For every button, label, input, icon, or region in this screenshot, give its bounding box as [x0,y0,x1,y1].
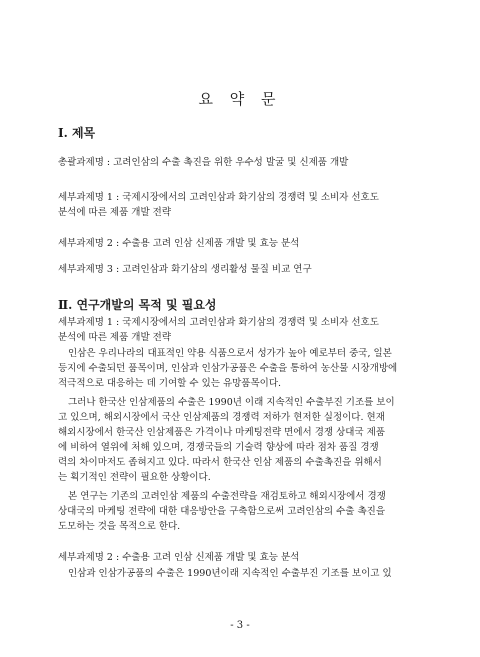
text-line: 에 비하여 열위에 처해 있으며, 경쟁국들의 기술력 향상에 따라 점차 품질 경쟁 [58,442,379,453]
text-line: 는 획기적인 전략이 필요한 상황이다. [58,472,211,483]
project-name-sub3 [58,262,430,277]
section-heading-title: Ⅰ. 제목 [58,126,96,140]
text-line: 분석에 따른 제품 개발 전략 [58,332,172,343]
text-line: 등지에 수출되던 품목이며, 인삼과 인삼가공품은 수출을 통하여 농산물 시장개방에 [58,363,398,374]
text-line: 세부과제명 3 : 고려인삼과 화기삼의 생리활성 물질 비교 연구 [58,264,312,275]
section-heading-purpose: Ⅱ. 연구개발의 목적 및 필요성 [58,298,217,312]
text-line: 고 있으며, 해외시장에서 국산 인삼제품의 경쟁력 저하가 현저한 실정이다. 현재 [58,412,385,423]
text-line: 분석에 따른 제품 개발 전략 [58,207,172,218]
subproject-1-heading [58,315,430,345]
text-line: 그러나 한국산 인삼제품의 수출은 1990년 이래 지속적인 수출부진 기조를 보이 [68,397,395,408]
text-line: 력의 차이마저도 좁혀지고 있다. 따라서 한국산 인삼 제품의 수출촉진을 위해서 [58,457,382,468]
text-line: 총괄과제명 : 고려인삼의 수출 촉진을 위한 우수성 발굴 및 신제품 개발 [58,157,349,168]
text-line: 인삼과 인삼가공품의 수출은 1990년이래 지속적인 수출부진 기조를 보이고 있 [68,568,392,579]
paragraph-2 [58,395,430,485]
text-line: 상대국의 마케팅 전략에 대한 대응방안을 구축함으로써 고려인삼의 수출 촉진을 [58,506,386,517]
paragraph-3 [58,489,430,534]
paragraph-1 [58,346,430,391]
text-line: 세부과제명 1 : 국제시장에서의 고려인삼과 화기삼의 경쟁력 및 소비자 선호도 [58,317,379,328]
text-line: 도모하는 것을 목적으로 한다. [58,521,181,532]
text-line: 본 연구는 기존의 고려인삼 제품의 수출전략을 재검토하고 해외시장에서 경쟁 [68,491,386,502]
text-line: 인삼은 우리나라의 대표적인 약용 식품으로서 성가가 높아 예로부터 중국, 일본 [68,348,392,359]
subproject-2-heading [58,550,430,565]
text-line: 해외시장에서 한국산 인삼제품은 가격이나 마케팅전략 면에서 경쟁 상대국 제품 [58,427,386,438]
paragraph-4 [58,566,430,581]
page-title: 요 약 문 [198,90,282,108]
project-name-sub1 [58,190,430,220]
text-line: 세부과제명 2 : 수출용 고려 인삼 신제품 개발 및 효능 분석 [58,238,300,249]
project-name-overall [58,155,430,170]
text-line: 적극적으로 대응하는 데 기여할 수 있는 유망품목이다. [58,378,282,389]
page-number: - 3 - [230,620,250,631]
text-line: 세부과제명 1 : 국제시장에서의 고려인삼과 화기삼의 경쟁력 및 소비자 선호도 [58,192,379,203]
text-line: 세부과제명 2 : 수출용 고려 인삼 신제품 개발 및 효능 분석 [58,552,300,563]
project-name-sub2 [58,236,430,251]
